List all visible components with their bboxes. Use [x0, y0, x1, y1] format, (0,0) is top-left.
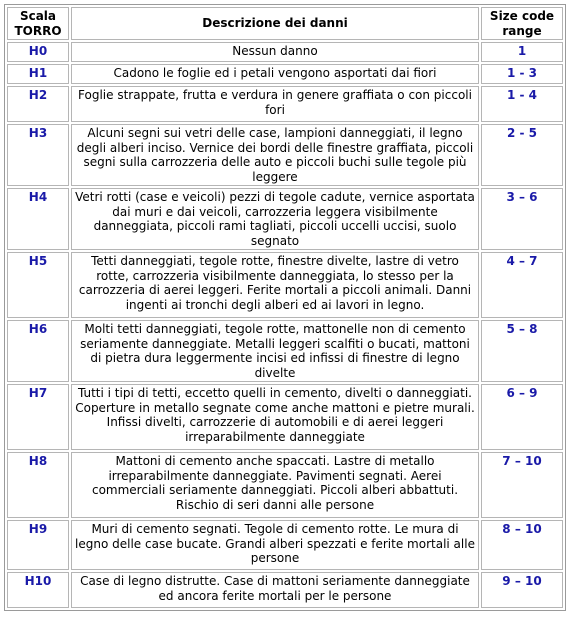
row-range: 1	[481, 42, 563, 62]
row-code: H5	[7, 252, 69, 318]
table-row	[7, 384, 563, 450]
row-description: Foglie strappate, frutta e verdura in genere graffiata o con piccoli fori	[71, 86, 479, 122]
table-row	[7, 64, 563, 84]
row-description: Case di legno distrutte. Case di mattoni seriamente danneggiate ed ancora ferite mortali per le persone	[71, 572, 479, 608]
row-range: 3 – 6	[481, 188, 563, 250]
table-row	[7, 572, 563, 608]
row-code: H4	[7, 188, 69, 250]
row-range: 7 – 10	[481, 452, 563, 518]
header-scala-torro: Scala TORRO	[7, 7, 69, 40]
row-description: Tetti danneggiati, tegole rotte, finestre divelte, lastre di vetro rotte, carrozzeria visibilmente danneggiata, lo stesso per la carrozzeria di aerei leggeri. Ferite mortali a piccoli animali. Danni ingenti ai tronchi degli alberi ed ai lavori in legno.	[71, 252, 479, 318]
table-row	[7, 86, 563, 122]
row-range: 9 – 10	[481, 572, 563, 608]
row-description: Molti tetti danneggiati, tegole rotte, mattonelle non di cemento seriamente danneggiate. Metalli leggeri scalfiti o bucati, mattoni di pietra dura leggermente incisi ed infissi di finestre di legno divelte	[71, 320, 479, 382]
row-description: Cadono le foglie ed i petali vengono asportati dai fiori	[71, 64, 479, 84]
table-row	[7, 42, 563, 62]
row-code: H10	[7, 572, 69, 608]
row-code: H0	[7, 42, 69, 62]
row-code: H6	[7, 320, 69, 382]
row-range: 1 - 4	[481, 86, 563, 122]
table-row	[7, 520, 563, 570]
row-code: H3	[7, 124, 69, 186]
row-range: 6 – 9	[481, 384, 563, 450]
header-descrizione: Descrizione dei danni	[71, 7, 479, 40]
row-range: 4 – 7	[481, 252, 563, 318]
row-description: Tutti i tipi di tetti, eccetto quelli in cemento, divelti o danneggiati. Coperture in metallo segnate come anche mattoni e pietre murali. Infissi divelti, carrozzerie di automobili e di aerei leggeri irreparabilmente danneggiate	[71, 384, 479, 450]
row-code: H7	[7, 384, 69, 450]
row-description: Vetri rotti (case e veicoli) pezzi di tegole cadute, vernice asportata dai muri e dai veicoli, carrozzeria leggera visibilmente danneggiata, piccoli rami tagliati, piccoli uccelli uccisi, suolo segnato	[71, 188, 479, 250]
row-code: H1	[7, 64, 69, 84]
row-code: H2	[7, 86, 69, 122]
row-range: 1 - 3	[481, 64, 563, 84]
table-row	[7, 252, 563, 318]
row-description: Mattoni di cemento anche spaccati. Lastre di metallo irreparabilmente danneggiate. Pavimenti segnati. Aerei commerciali seriamente danneggiati. Piccoli alberi abbattuti. Rischio di seri danni alle persone	[71, 452, 479, 518]
row-range: 5 – 8	[481, 320, 563, 382]
row-description: Alcuni segni sui vetri delle case, lampioni danneggiati, il legno degli alberi inciso. Vernice dei bordi delle finestre graffiata, piccoli segni sulla carrozzeria delle auto e piccoli buchi sulle tegole più leggere	[71, 124, 479, 186]
torro-hail-scale-table	[4, 4, 566, 611]
table-row	[7, 452, 563, 518]
table-header-row	[7, 7, 563, 40]
row-range: 8 – 10	[481, 520, 563, 570]
row-code: H9	[7, 520, 69, 570]
table-row	[7, 320, 563, 382]
row-range: 2 - 5	[481, 124, 563, 186]
row-description: Nessun danno	[71, 42, 479, 62]
header-size-code-range: Size code range	[481, 7, 563, 40]
torro-table-container	[4, 4, 566, 611]
table-row	[7, 124, 563, 186]
table-row	[7, 188, 563, 250]
row-description: Muri di cemento segnati. Tegole di cemento rotte. Le mura di legno delle case bucate. Grandi alberi spezzati e ferite mortali alle persone	[71, 520, 479, 570]
row-code: H8	[7, 452, 69, 518]
